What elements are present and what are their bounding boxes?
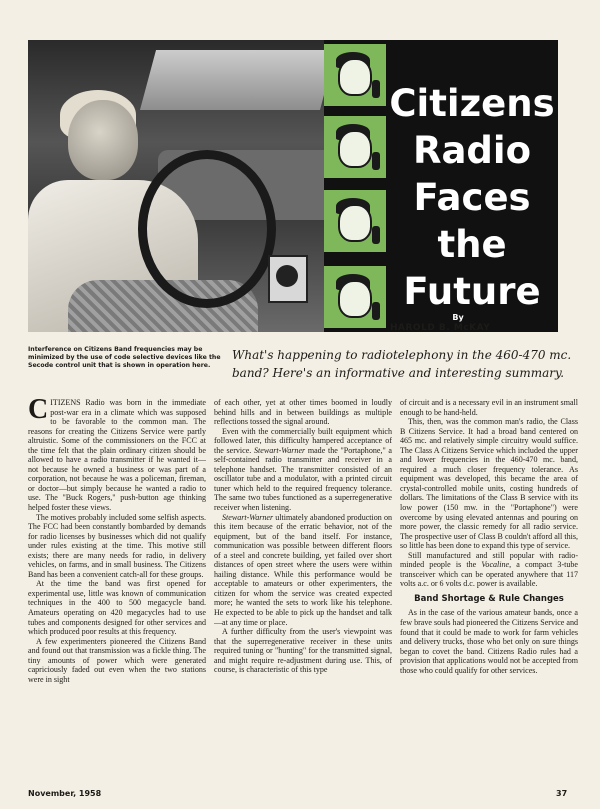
woman-head-shape: [68, 100, 138, 180]
paragraph: As in the case of the various amateur bands, once a few brave souls had pioneered the Citizens Service and found that it could be made to work for farm vehicles and delivery trucks, those who bet only on sure things began to covet the band. Citizens Radio rules had a provision that applications would not be accepted from those who could qualify for other services.: [400, 608, 578, 675]
paragraph: At the time the band was first opened for experimental use, little was known of communication techniques in the 400 to 500 megacycle band. Amateurs operating on 420 megacycles had to use tubes and components designed for other services and which produced poor results at this frequency.: [28, 579, 206, 637]
byline-author: HAROLD B. McKAY: [390, 323, 491, 333]
paragraph: Stewart-Warner ultimately abandoned production on this item because of the erratic behavior, not of the equipment, but of the band itself. For instance, communication was possible between different floors of a steel and concrete building, yet failed over short distances of open street where the users were within hailing distance. While this performance would be acceptable to amateurs or other experimenters, the citizen for whom the service was created expected more; he wanted the sets to work like his telephone. He expected to be able to pick up the handset and talk—at any time or place.: [214, 512, 392, 627]
byline-by: By: [452, 313, 464, 322]
paragraph: The motives probably included some selfish aspects. The FCC had been constantly bombarded by demands for radio licenses by businesses which did not qualify under rules existing at the time. This motive still exists; there are many needs for radio, in delivery vehicles, on farms, and in small business. The Citizens Band has been a convenient catch-all for these groups.: [28, 512, 206, 579]
article-title: [386, 80, 558, 315]
cartoon-woman-microphone-icon: [324, 266, 386, 328]
title-line: Faces: [413, 176, 531, 219]
title-line: Radio: [412, 129, 532, 172]
windshield-shape: [140, 50, 324, 110]
title-line: Citizens: [389, 82, 555, 125]
paragraph: Still manufactured and still popular with radio-minded people is the Vocaline, a compact 3-tube transceiver which can be operated anywhere that 117 volts a.c. or 6 volts d.c. power is available.: [400, 550, 578, 589]
title-line: the: [437, 223, 507, 266]
title-line: Future: [403, 270, 541, 313]
photo-caption: Interference on Citizens Band frequencies may be minimized by the use of code selective devices like the Secode control unit that is shown in operation here.: [28, 346, 221, 370]
paragraph: A few experimenters pioneered the Citizens Band and found out that transmission was a fickle thing. The tiny amounts of power which were generated capriciously faded out even when the two stations were in sight: [28, 636, 206, 684]
secode-control-unit: [268, 255, 308, 303]
dial-icon: [276, 265, 298, 287]
woman-at-car-radio-photo: [28, 40, 324, 332]
section-subhead: Band Shortage & Rule Changes: [414, 593, 564, 604]
text-column-3: [400, 398, 578, 784]
page-number: 37: [556, 789, 568, 798]
paragraph: of circuit and is a necessary evil in an instrument small enough to be hand-held.: [400, 398, 578, 417]
paragraph: A further difficulty from the user's viewpoint was that the superregenerative receiver in these units required tuning or "hunting" for the transmitted signal, and might require re-adjustment during use. This, of course, is characteristic of this type: [214, 627, 392, 675]
text-column-2: [214, 398, 392, 784]
paragraph: Even with the commercially built equipment which followed later, this difficulty hampered acceptance of the service. Stewart-Warner made the "Portaphone," a self-contained radio transmitter and receiver in a telephone handset. The transmitter consisted of an oscillator tube and a modulator, with a printed circuit tuner which held to the required frequency tolerance. The same two tubes functioned as a superregenerative receiver when listening.: [214, 426, 392, 513]
paragraph: of each other, yet at other times boomed in loudly behind hills and in between buildings as multiple reflections tossed the signal around.: [214, 398, 392, 427]
illustration-strip: [324, 40, 386, 332]
drop-cap: C: [28, 398, 49, 425]
cartoon-woman-phone-icon: [324, 44, 386, 106]
paragraph: This, then, was the common man's radio, the Class B Citizens Service. It had a broad band centered on 465 mc. and relatively simple circuitry would suffice. The Class A Citizens Service which included the upper and lower frequencies in the 460-470 mc. band, required a much closer frequency tolerance. As equipment was developed, this became the area of crystal-controlled mobile units, costing hundreds of dollars. The limitations of the Class B service with its low power (150 mw. in the "Portaphone") were overcome by using elevated antennas and pouring on more power, the classic remedy for all radio service. The prospective user of Class B couldn't afford all this, so little has been done to expand this type of service.: [400, 417, 578, 551]
steering-wheel-shape: [138, 150, 276, 308]
paragraph: CITIZENS Radio was born in the immediate post-war era in a climate which was supposed to be favorable to the common man. The reasons for creating the Citizens Service were partly altruistic. Some of the commissioners on the FCC at the time felt that the plain ordinary citizen should be allowed to have a radio transmitter if he wanted it—not because he owned a business or was part of a corporation, not because he was a policeman, fireman, or doctor—but simply because he wanted a radio to use. The "Buck Rogers," push-button age thinking helped foster these views.: [28, 398, 206, 513]
cartoon-man-smiling-icon: [324, 190, 386, 252]
text-column-1: [28, 398, 206, 784]
issue-date: November, 1958: [28, 789, 102, 798]
article-deck: What's happening to radiotelephony in the 460-470 mc. band? Here's an informative and interesting summary.: [232, 348, 572, 380]
cartoon-man-microphone-icon: [324, 116, 386, 178]
